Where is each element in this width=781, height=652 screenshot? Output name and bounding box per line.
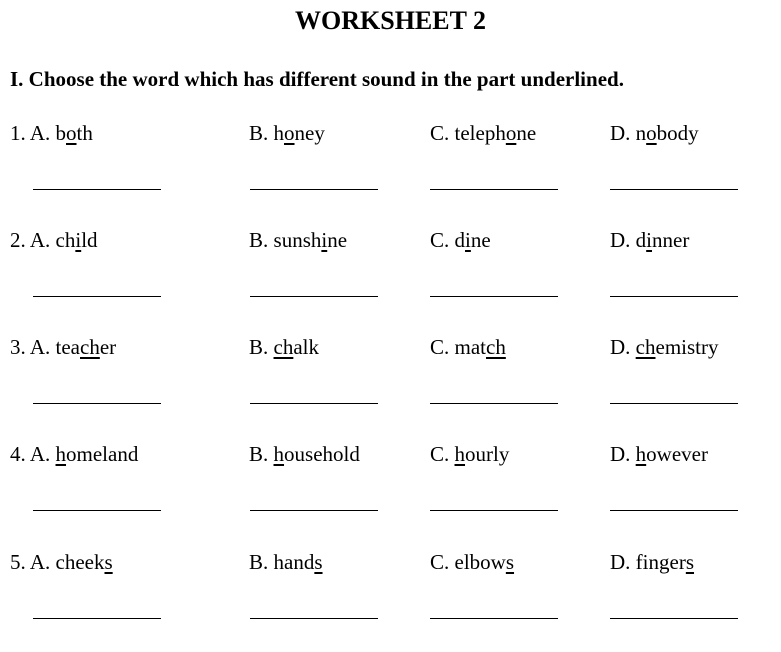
word-suffix: ne <box>327 228 348 252</box>
section-instruction: I. Choose the word which has different sound in the part underlined. <box>10 67 624 91</box>
underlined-part: ch <box>486 335 506 359</box>
answer-blank[interactable] <box>33 296 161 297</box>
answer-blank[interactable] <box>430 296 558 297</box>
option-letter: D. <box>610 550 631 574</box>
underlined-part: i <box>321 228 328 252</box>
option-c <box>430 123 536 144</box>
option-d <box>610 552 694 573</box>
question-row <box>0 337 781 437</box>
underlined-part: s <box>104 550 113 574</box>
word-prefix: elbow <box>454 550 506 574</box>
underlined-part: s <box>314 550 323 574</box>
option-letter: A. <box>29 335 51 359</box>
answer-blank[interactable] <box>33 618 161 619</box>
option-letter: C. <box>430 335 450 359</box>
answer-blank[interactable] <box>250 618 378 619</box>
question-number: 5. <box>10 550 26 574</box>
option-a <box>10 123 93 144</box>
underlined-part: o <box>646 121 657 145</box>
answer-blank[interactable] <box>250 403 378 404</box>
answer-blank[interactable] <box>610 189 738 190</box>
underlined-part: h <box>273 442 285 466</box>
option-c <box>430 552 514 573</box>
underlined-part: i <box>646 228 653 252</box>
option-d <box>610 230 689 251</box>
answer-blank[interactable] <box>430 510 558 511</box>
word-prefix: sunsh <box>273 228 322 252</box>
option-letter: A. <box>29 121 51 145</box>
option-letter: C. <box>430 442 450 466</box>
answer-blank[interactable] <box>250 510 378 511</box>
word-prefix: d <box>454 228 466 252</box>
option-letter: B. <box>249 550 269 574</box>
answer-blank[interactable] <box>610 296 738 297</box>
answer-blank[interactable] <box>33 403 161 404</box>
word-prefix: hand <box>273 550 315 574</box>
question-row <box>0 230 781 330</box>
question-number: 2. <box>10 228 26 252</box>
answer-blank[interactable] <box>33 189 161 190</box>
option-a <box>10 444 138 465</box>
word-suffix: ourly <box>465 442 510 466</box>
option-letter: D. <box>610 228 631 252</box>
option-letter: B. <box>249 228 269 252</box>
question-number: 1. <box>10 121 26 145</box>
underlined-part: i <box>75 228 82 252</box>
question-row <box>0 444 781 544</box>
word-suffix: ne <box>470 228 491 252</box>
word-prefix: teleph <box>454 121 506 145</box>
underlined-part: o <box>505 121 517 145</box>
underlined-part: o <box>284 121 295 145</box>
option-letter: B. <box>249 442 269 466</box>
answer-blank[interactable] <box>430 189 558 190</box>
word-suffix: ney <box>294 121 325 145</box>
answer-blank[interactable] <box>430 618 558 619</box>
option-d <box>610 444 708 465</box>
word-prefix: ch <box>55 228 76 252</box>
word-suffix: alk <box>293 335 319 359</box>
underlined-part: h <box>55 442 67 466</box>
answer-blank[interactable] <box>610 618 738 619</box>
question-row <box>0 552 781 652</box>
word-prefix: mat <box>454 335 487 359</box>
word-prefix: h <box>273 121 285 145</box>
word-suffix: omeland <box>66 442 139 466</box>
option-b <box>249 444 360 465</box>
option-letter: D. <box>610 442 631 466</box>
option-c <box>430 230 491 251</box>
answer-blank[interactable] <box>250 296 378 297</box>
word-suffix: th <box>76 121 93 145</box>
underlined-part: s <box>505 550 515 574</box>
option-letter: A. <box>29 550 51 574</box>
option-b <box>249 123 325 144</box>
word-prefix: tea <box>55 335 80 359</box>
option-b <box>249 337 319 358</box>
underlined-part: ch <box>635 335 656 359</box>
answer-blank[interactable] <box>610 510 738 511</box>
option-letter: C. <box>430 228 450 252</box>
word-prefix: n <box>635 121 647 145</box>
option-letter: B. <box>249 121 269 145</box>
answer-blank[interactable] <box>610 403 738 404</box>
option-letter: A. <box>29 228 51 252</box>
word-suffix: er <box>99 335 117 359</box>
underlined-part: h <box>635 442 647 466</box>
underlined-part: ch <box>80 335 100 359</box>
option-d <box>610 337 719 358</box>
option-letter: B. <box>249 335 269 359</box>
underlined-part: o <box>66 121 77 145</box>
word-suffix: ne <box>516 121 537 145</box>
option-letter: C. <box>430 550 450 574</box>
option-letter: D. <box>610 335 631 359</box>
word-suffix: emistry <box>655 335 719 359</box>
option-a <box>10 230 98 251</box>
option-letter: C. <box>430 121 450 145</box>
answer-blank[interactable] <box>33 510 161 511</box>
word-prefix: finger <box>635 550 686 574</box>
worksheet-title: WORKSHEET 2 <box>295 6 486 35</box>
option-a <box>10 552 113 573</box>
word-suffix: body <box>656 121 699 145</box>
word-prefix: cheek <box>55 550 105 574</box>
underlined-part: i <box>465 228 471 252</box>
word-suffix: owever <box>646 442 708 466</box>
option-d <box>610 123 699 144</box>
option-c <box>430 444 509 465</box>
option-b <box>249 552 323 573</box>
underlined-part: s <box>685 550 695 574</box>
answer-blank[interactable] <box>250 189 378 190</box>
word-suffix: ld <box>81 228 98 252</box>
option-a <box>10 337 116 358</box>
option-b <box>249 230 347 251</box>
underlined-part: h <box>454 442 466 466</box>
word-prefix: d <box>635 228 647 252</box>
answer-blank[interactable] <box>430 403 558 404</box>
question-row <box>0 123 781 223</box>
question-number: 3. <box>10 335 26 359</box>
word-suffix: ousehold <box>284 442 360 466</box>
underlined-part: ch <box>273 335 294 359</box>
question-number: 4. <box>10 442 26 466</box>
word-prefix: b <box>55 121 67 145</box>
word-suffix: nner <box>652 228 690 252</box>
option-c <box>430 337 506 358</box>
option-letter: D. <box>610 121 631 145</box>
option-letter: A. <box>29 442 51 466</box>
